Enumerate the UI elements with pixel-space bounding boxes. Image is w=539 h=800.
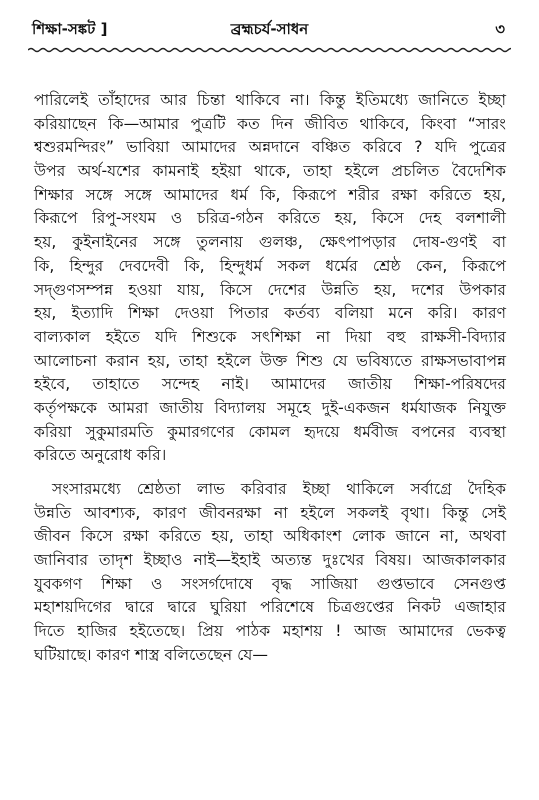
text-line: সদ্গুণসম্পন্ন হওয়া যায়, কিসে দেশের উন্নতি হয়, দশের উপকার [34,280,506,299]
running-header [28,14,511,44]
text-line: কিরূপে রিপু-সংযম ও চরিত্র-গঠন করিতে হয়, কিসে দেহ বলশালী [34,209,506,228]
text-line: ঘটিয়াছে। কারণ শাস্ত্র বলিতেছেন যে— [34,645,268,664]
paragraph [34,89,506,468]
text-line: শিক্ষার সঙ্গে সঙ্গে আমাদের ধর্ম কি, কিরূপে শরীর রক্ষা করিতে হয়, [34,185,506,204]
text-line: উপর অর্থ-যশের কামনাই হইয়া থাকে, তাহা হইলে প্রচলিত বৈদেশিক [34,162,506,181]
text-line: হয়, ইত্যাদি শিক্ষা দেওয়া পিতার কর্তব্য বলিয়া মনে করি। কারণ [34,304,506,323]
text-line: সংসারমধ্যে শ্রেষ্ঠতা লাভ করিবার ইচ্ছা থাকিলে সর্বাগ্রে দৈহিক [52,480,506,498]
text-line: কর্তৃপক্ষকে আমরা জাতীয় বিদ্যালয় সমূহে দুই-একজন ধর্মযাজক নিযুক্ত [34,398,506,417]
book-title: ব্রহ্মচর্য-সাধন [230,20,309,38]
text-line: পারিলেই তাঁহাদের আর চিন্তা থাকিবে না। কিন্তু ইতিমধ্যে জানিতে ইচ্ছা [34,91,506,109]
text-line: যুবকগণ শিক্ষা ও সংসর্গদোষে বৃদ্ধ সাজিয়া গুপ্তভাবে সেনগুপ্ত [34,574,506,593]
wavy-divider-rule [28,46,511,54]
chapter-title: শিক্ষা-সঙ্কট ] [32,20,108,38]
text-line: জীবন কিসে রক্ষা করিতে হয়, তাহা অধিকাংশ লোক জানে না, অথবা [34,527,506,546]
text-line: করিয়াছেন কি—আমার পুত্রটি কত দিন জীবিত থাকিবে, কিংবা “সারং [34,114,506,133]
text-line: শ্বশুরমন্দিরং” ভাবিয়া আমাদের অন্নদানে বঞ্চিত করিবে ? যদি পুত্রের [34,138,506,157]
page-number: ৩ [495,20,505,38]
text-line: বাল্যকাল হইতে যদি শিশুকে সৎশিক্ষা না দিয়া বহু রাক্ষসী-বিদ্যার [34,327,506,346]
text-line: করিতে অনুরোধ করি। [34,446,167,465]
text-line: হয়, কুইনাইনের সঙ্গে তুলনায় গুলঞ্চ, ক্ষেৎপাপড়ার দোষ-গুণই বা [34,233,506,252]
text-line: আলোচনা করান হয়, তাহা হইলে উক্ত শিশু যে ভবিষ্যতে রাক্ষসভাবাপন্ন [34,351,506,370]
paragraph [34,478,506,668]
text-line: হইবে, তাহাতে সন্দেহ নাই। আমাদের জাতীয় শিক্ষা-পরিষদের [34,375,506,394]
text-line: মহাশয়দিগের দ্বারে দ্বারে ঘুরিয়া পরিশেষে চিত্রগুপ্তের নিকট এজাহার [34,598,506,617]
text-line: দিতে হাজির হইতেছে। প্রিয় পাঠক মহাশয় ! আজ আমাদের ভেকত্ব [34,622,506,641]
text-line: উন্নতি আবশ্যক, কারণ জীবনরক্ষা না হইলে সকলই বৃথা। কিন্তু সেই [34,503,506,522]
text-line: করিয়া সুকুমারমতি কুমারগণের কোমল হৃদয়ে ধর্মবীজ বপনের ব্যবস্থা [34,422,506,441]
text-line: জানিবার তাদৃশ ইচ্ছাও নাই—ইহাই অত্যন্ত দুঃখের বিষয়। আজকালকার [34,551,506,570]
text-line: কি, হিন্দুর দেবদেবী কি, হিন্দুধর্ম সকল ধর্মের শ্রেষ্ঠ কেন, কিরূপে [34,256,506,275]
paragraph-gap [34,468,506,478]
body-text [34,89,506,668]
